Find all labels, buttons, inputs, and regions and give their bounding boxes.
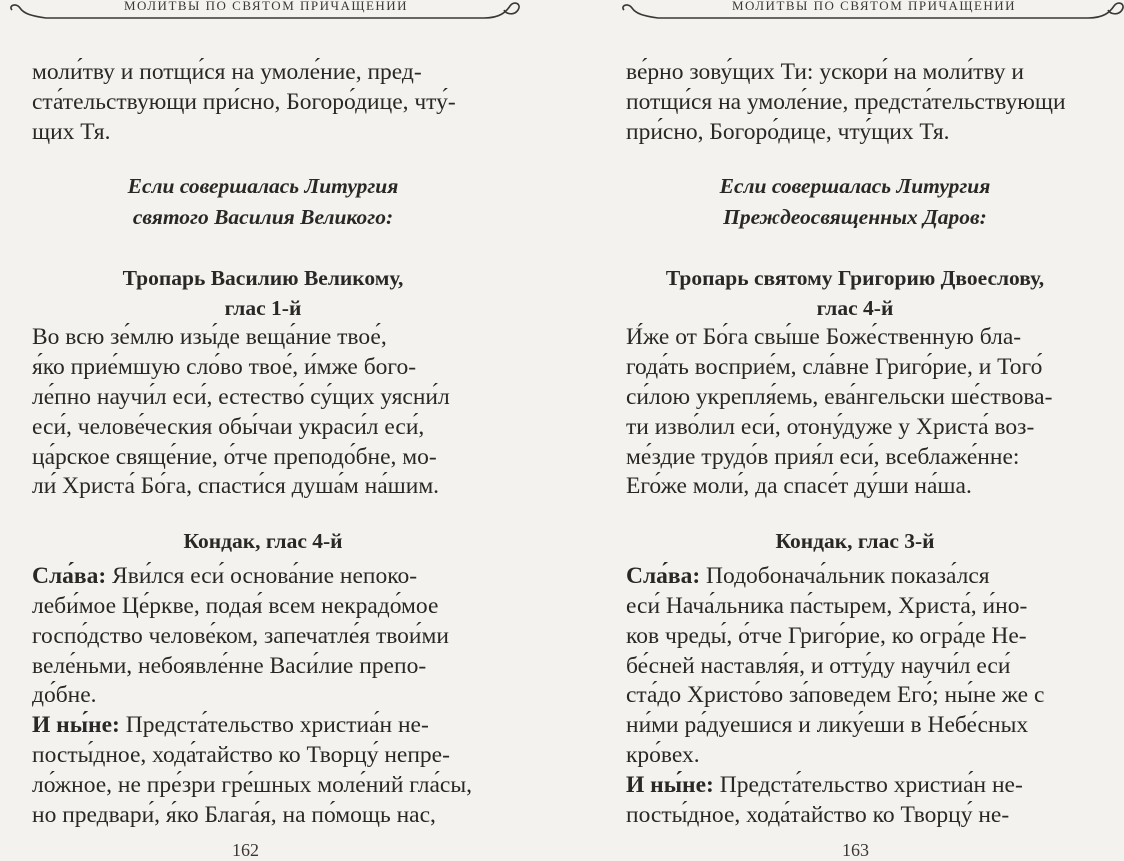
header-title: МОЛИТВЫ ПО СВЯТОМ ПРИЧАЩЕНИИ <box>731 0 1017 13</box>
running-header <box>618 0 1124 26</box>
rubric: Если совершалась Литургия Преждеосвященных Даров: <box>719 174 991 230</box>
kontakion-heading: Кондак, глас 3-й <box>775 529 935 554</box>
nyne-label: И ны́не: <box>626 771 714 798</box>
slava-label: Сла́ва: <box>626 563 701 590</box>
page-number: 163 <box>842 840 869 860</box>
slava-text: Сла́ва: Яви́лся еси́ основа́ние непоко- леби́мое Це́ркве, подая́ всем некрадо́мое госпо́дство челове́ком, запечатле́я твои́ми веле́ньми, небоявле́нне Васи́лие препо- до́бне. <box>32 563 449 709</box>
header-title: МОЛИТВЫ ПО СВЯТОМ ПРИЧАЩЕНИИ <box>123 0 409 13</box>
troparion-text: И́же от Бо́га свы́ше Боже́ственную бла- года́ть восприе́м, сла́вне Григо́рие, и Того́ си́лою укрепля́емь, ева́нгельски ше́ствова- ти изво́лил еси́, отону́дуже у Христа́ воз- ме́здие трудо́в прия́л еси́, всеблаже́нне: Его́же моли́, да спасе́т ду́ши на́ша. <box>626 324 1053 500</box>
slava-label: Сла́ва: <box>32 563 107 590</box>
running-header <box>6 0 526 26</box>
nyne-text: И ны́не: Предста́тельство христиа́н не- посты́дное, хода́тайство ко Творцу́ не- <box>626 771 1023 828</box>
troparion-heading: Тропарь Василию Великому, глас 1-й <box>122 266 404 321</box>
nyne-label: И ны́не: <box>32 712 120 739</box>
nyne-text: И ны́не: Предста́тельство христиа́н не- посты́дное, хода́тайство ко Творцу́ непре- ло́жное, не пре́зри гре́шных моле́ний гла́сы, но предвари́, я́ко Блага́я, на по́мощь нас, <box>32 712 473 828</box>
paragraph-continued: моли́тву и потщи́ся на умоле́ние, пред- ста́тельствующи при́сно, Богоро́дице, чту́- щих Тя. <box>32 59 456 145</box>
page-number: 162 <box>232 840 259 860</box>
page-content <box>626 58 1084 830</box>
slava-text: Сла́ва: Подобонача́льник показа́лся еси́ Нача́льника па́стырем, Христа́, и́но- ков чреды́, о́тче Григо́рие, ко огра́де Не- бе́сней наставля́я, и отту́ду научи́л еси́ ста́до Христо́во за́поведем Его́; ны́не же с ни́ми ра́дуешися и лику́еши в Небе́сных кро́вех. <box>626 563 1045 768</box>
kontakion-heading: Кондак, глас 4-й <box>183 529 343 554</box>
page-content <box>32 58 494 830</box>
rubric: Если совершалась Литургия святого Василия Великого: <box>127 174 399 230</box>
paragraph-continued: ве́рно зову́щих Ти: ускори́ на моли́тву и потщи́ся на умоле́ние, предста́тельствующи при́сно, Богоро́дице, чту́щих Тя. <box>626 59 1066 145</box>
right-page <box>562 0 1124 861</box>
troparion-text: Во всю зе́млю изы́де веща́ние твое́, я́ко прие́мшую сло́во твое́, и́мже бого- ле́пно научи́л еси́, естество́ су́щих уясни́л еси́, челове́ческия обы́чаи украси́л еси́, ца́рское свяще́ние, о́тче преподо́бне, мо- ли́ Христа́ Бо́га, спасти́ся душа́м на́шим. <box>32 324 450 500</box>
troparion-heading: Тропарь святому Григорию Двоеслову, глас 4-й <box>665 266 1045 321</box>
